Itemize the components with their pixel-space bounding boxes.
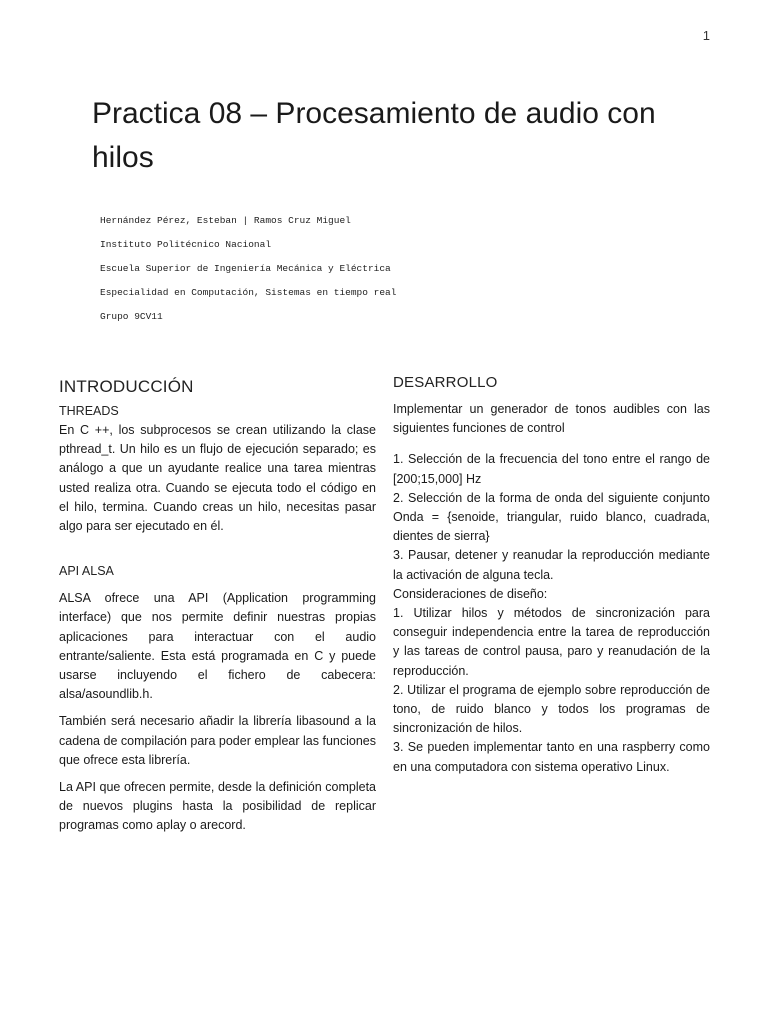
desarrollo-intro: Implementar un generador de tonos audibles con las siguientes funciones de control	[393, 402, 710, 436]
author-names: Hernández Pérez, Esteban | Ramos Cruz Miguel	[100, 215, 351, 226]
left-column	[59, 370, 376, 836]
group: Grupo 9CV11	[100, 311, 163, 322]
school: Escuela Superior de Ingeniería Mecánica y Eléctrica	[100, 263, 391, 274]
threads-paragraph: En C ++, los subprocesos se crean utilizando la clase pthread_t. Un hilo es un flujo de ejecución separado; es análogo a que un ayudante realice una tarea mientras usted realiza otra. Cuando se ejecuta todo el código en el hilo, termina. Cuando creas un hilo, necesitas pasar algo para ser ejecutado en él.	[59, 423, 376, 534]
design-item-2: 2. Utilizar el programa de ejemplo sobre reproducción de tono, de ruido blanco y todos los programas de sincronización de hilos.	[393, 682, 710, 736]
design-heading: Consideraciones de diseño:	[393, 586, 548, 601]
right-column	[393, 368, 710, 777]
document-title: Practica 08 – Procesamiento de audio con hilos	[92, 97, 656, 174]
intro-heading: INTRODUCCIÓN	[59, 377, 194, 396]
desarrollo-heading: DESARROLLO	[393, 374, 498, 391]
requirement-item-2: 2. Selección de la forma de onda del siguiente conjunto Onda = {senoide, triangular, ruido blanco, cuadrada, dientes de sierra}	[393, 490, 710, 544]
threads-heading: THREADS	[59, 404, 119, 418]
alsa-heading: API ALSA	[59, 564, 114, 579]
author-block	[100, 211, 660, 331]
design-item-3: 3. Se pueden implementar tanto en una raspberry como en una computadora con sistema operativo Linux.	[393, 740, 710, 774]
alsa-paragraph-1: ALSA ofrece una API (Application programming interface) que nos permite definir nuestras propias aplicaciones para interactuar con el audio entrante/saliente. Esta está programada en C y puede usarse incluyendo el fichero de cabecera: alsa/asoundlib.h.	[59, 591, 376, 702]
requirement-item-1: 1. Selección de la frecuencia del tono entre el rango de [200;15,000] Hz	[393, 452, 710, 486]
specialty: Especialidad en Computación, Sistemas en tiempo real	[100, 287, 397, 298]
requirement-item-3: 3. Pausar, detener y reanudar la reproducción mediante la activación de alguna tecla.	[393, 548, 710, 582]
alsa-paragraph-3: La API que ofrecen permite, desde la definición completa de nuevos plugins hasta la posibilidad de replicar programas como aplay o arecord.	[59, 780, 376, 833]
institution: Instituto Politécnico Nacional	[100, 239, 272, 250]
design-item-1: 1. Utilizar hilos y métodos de sincronización para conseguir independencia entre la tarea de reproducción y las tareas de control pausa, paro y reanudación de la reproducción.	[393, 606, 710, 678]
alsa-paragraph-2: También será necesario añadir la librería libasound a la cadena de compilación para poder emplear las funciones que ofrece esta librería.	[59, 714, 376, 767]
page-number: 1	[702, 28, 710, 43]
